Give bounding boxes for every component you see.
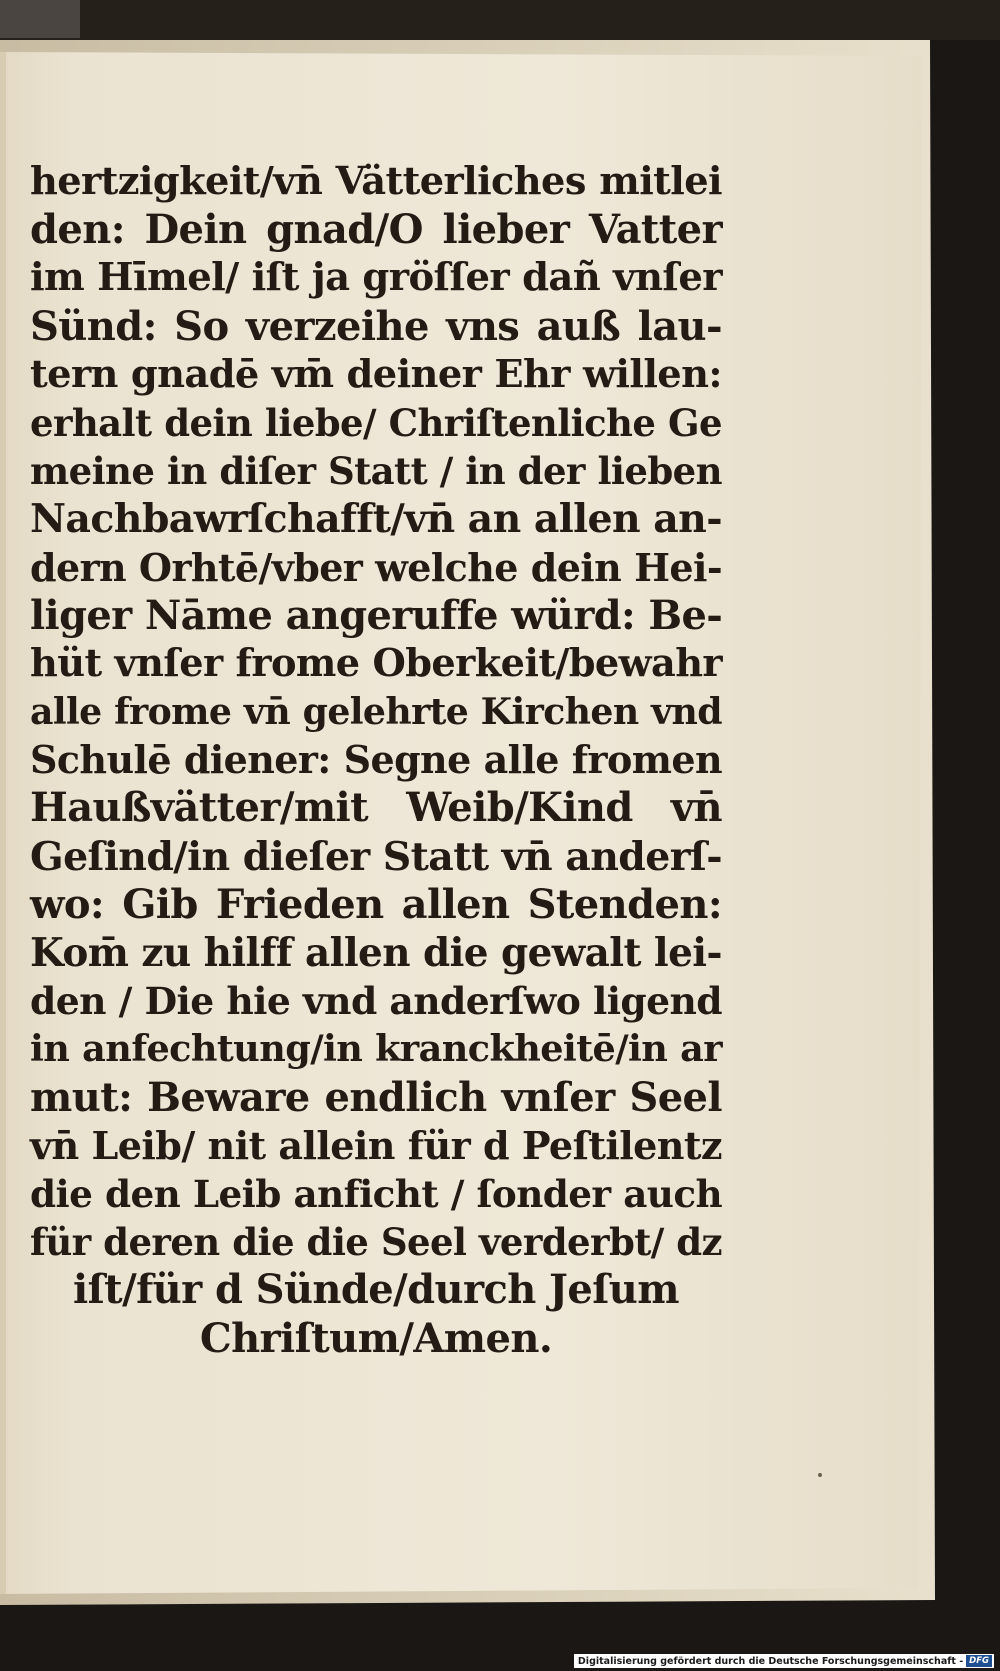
credit-text: Digitalisierung gefördert durch die Deutsche Forschungsgemeinschaft - bbox=[577, 1655, 964, 1667]
printed-prayer-text bbox=[30, 158, 722, 1363]
text-line-centered: Chriſtum/Amen. bbox=[199, 1314, 553, 1362]
text-line: Nachbawrſchafft/vn̄ an allen an- bbox=[30, 496, 722, 543]
text-line: hüt vnſer frome Oberkeit/bewahr bbox=[30, 640, 722, 686]
text-line: tern gnadē vm̄ deiner Ehr willen: bbox=[30, 351, 722, 397]
text-line: erhalt dein liebe/ Chriſtenliche Ge bbox=[30, 400, 722, 445]
text-line: Haußvätter/mit Weib/Kind vn̄ bbox=[30, 784, 722, 832]
text-line: liger Nāme angeruffe würd: Be- bbox=[30, 592, 723, 639]
text-line: alle frome vn̄ gelehrte Kirchen vnd bbox=[30, 690, 722, 734]
text-line: Schulē diener: Segne alle fromen bbox=[30, 737, 722, 783]
text-line-centered: iſt/für d Sünde/durch Jeſum bbox=[72, 1266, 680, 1314]
text-line: Kom̄ zu hilff allen die gewalt lei- bbox=[30, 930, 722, 976]
ink-speck bbox=[818, 1473, 822, 1477]
text-line: Sünd: So verzeihe vns auß lau- bbox=[30, 302, 722, 350]
dfg-logo: DFG bbox=[966, 1655, 992, 1667]
text-line: den / Die hie vnd anderſwo ligend bbox=[30, 979, 722, 1024]
text-line: für deren die die Seel verderbt/ dz bbox=[30, 1220, 722, 1265]
digitization-credit bbox=[574, 1654, 994, 1668]
text-line: in anfechtung/in kranckheitē/in ar bbox=[30, 1027, 722, 1071]
text-line: meine in diſer Statt / in der lieben bbox=[30, 449, 722, 494]
text-line: wo: Gib Frieden allen Stenden: bbox=[30, 880, 722, 928]
text-line: mut: Beware endlich vnſer Seel bbox=[30, 1073, 722, 1121]
text-line: vn̄ Leib/ nit allein für d Peſtilentz bbox=[30, 1122, 722, 1168]
text-line: dern Orhtē/vber welche dein Hei- bbox=[30, 544, 722, 590]
text-line: hertzigkeit/vn̄ Vätterliches mitlei bbox=[30, 159, 722, 204]
text-line: im Hīmel/ iſt ja gröſſer dañ vnſer bbox=[30, 255, 722, 301]
text-line: Geſind/in dieſer Statt vn̄ anderſ- bbox=[30, 833, 722, 880]
text-line: den: Dein gnad/O lieber Vatter bbox=[30, 206, 722, 254]
text-line: die den Leib anficht / ſonder auch bbox=[30, 1171, 722, 1216]
